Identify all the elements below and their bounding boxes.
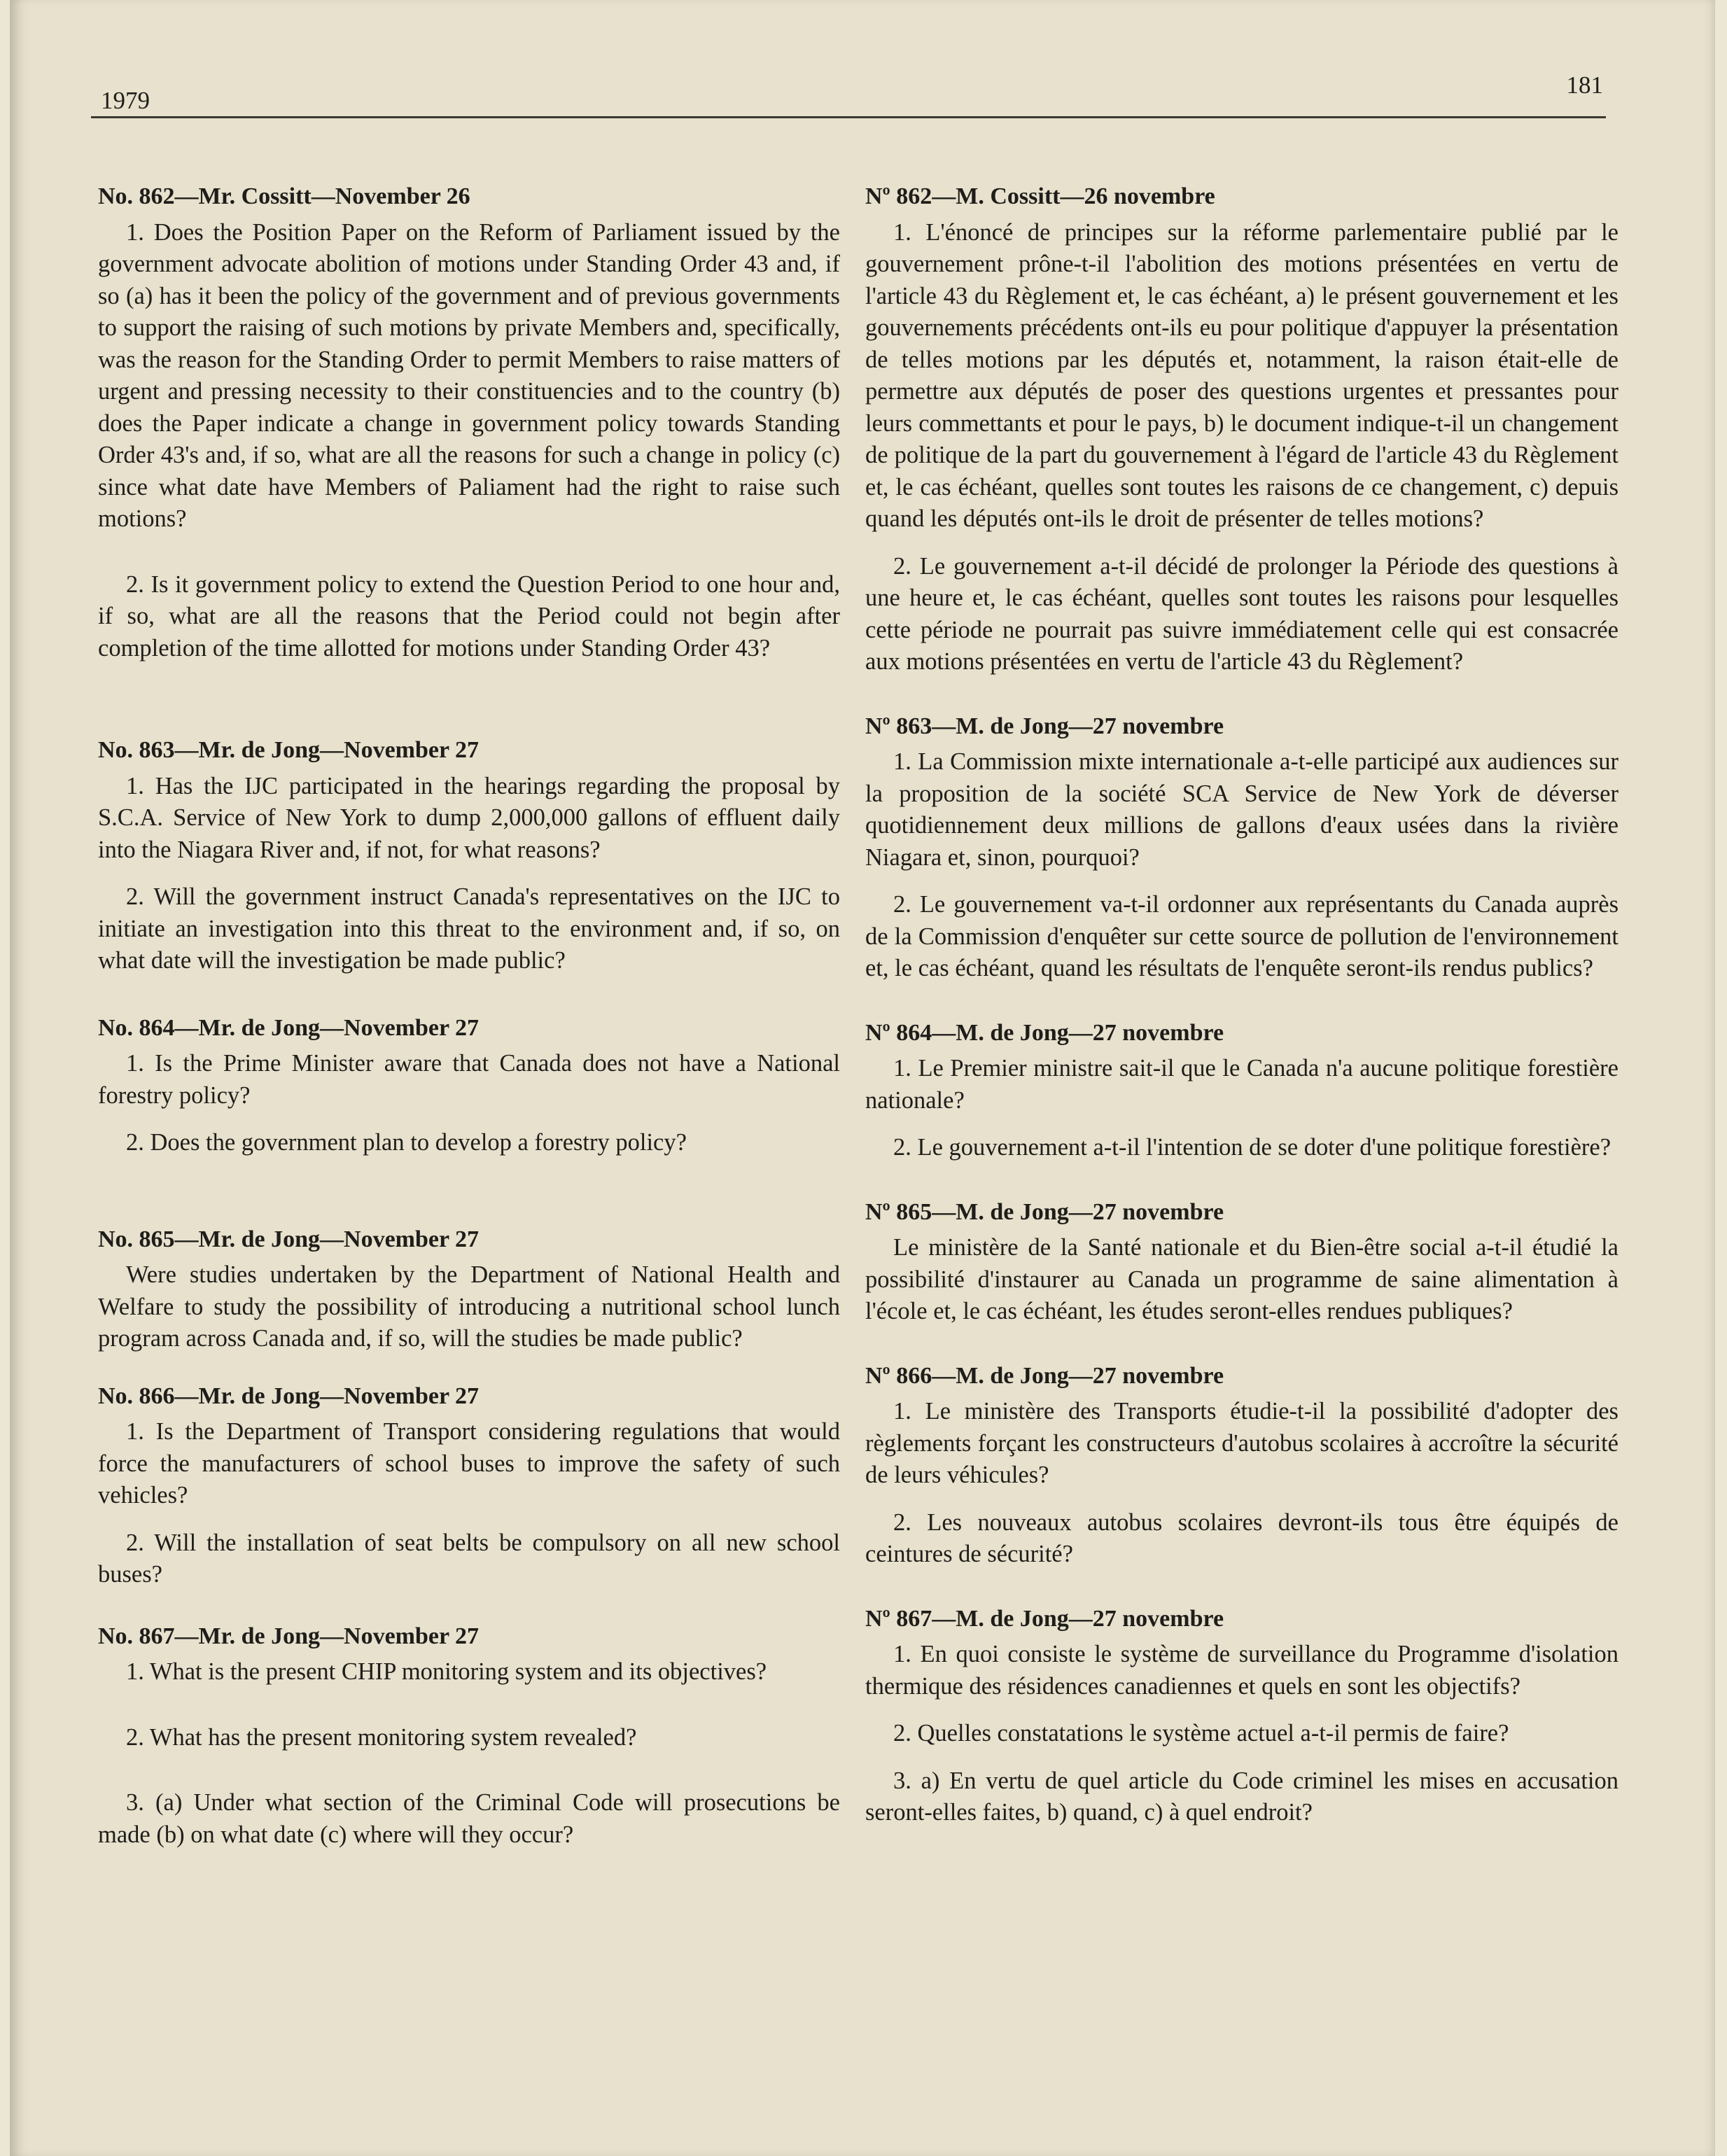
question-paragraph: 2. Is it government policy to extend the Question Period to one hour and, if so, what are all the reasons that the Period could not begin after completion of the time allotted for motions under Standing Order 43?	[98, 570, 840, 662]
question-title: Nº 866—M. de Jong—27 novembre	[865, 1362, 1224, 1389]
question-title: Nº 863—M. de Jong—27 novembre	[865, 713, 1224, 739]
question-paragraph: 1. Le Premier ministre sait-il que le Canada n'a aucune politique forestière nationale?	[865, 1055, 1618, 1114]
question-paragraph: 2. Le gouvernement va-t-il ordonner aux représentants du Canada auprès de la Commission d'enquêter sur cette source de pollution de l'environnement et, le cas échéant, quand les résultats de l'enquête seront-ils rendus publics?	[865, 891, 1618, 981]
question-paragraph: 2. Will the government instruct Canada's representatives on the IJC to initiate an investigation into this threat to the environment and, if so, on what date will the investigation be made public?	[98, 883, 840, 974]
question-862-fr	[865, 181, 1618, 678]
french-column	[865, 181, 1618, 1829]
question-paragraph: 1. Le ministère des Transports étudie-t-il la possibilité d'adopter des règlements forçant les constructeurs d'autobus scolaires à accroître la sécurité de leurs véhicules?	[865, 1398, 1618, 1488]
question-paragraph: Le ministère de la Santé nationale et du Bien-être social a-t-il étudié la possibilité d'instaurer au Canada un programme de saine alimentation à l'école et, le cas échéant, les études seront-elles rendues publiques?	[865, 1234, 1618, 1324]
question-paragraph: 2. Does the government plan to develop a forestry policy?	[126, 1129, 687, 1156]
question-title: Nº 867—M. de Jong—27 novembre	[865, 1605, 1224, 1632]
question-paragraph: 1. Is the Department of Transport considering regulations that would force the manufacturers of school buses to improve the safety of such vehicles?	[98, 1418, 840, 1508]
question-862-en	[98, 181, 840, 664]
question-paragraph: 1. Has the IJC participated in the hearings regarding the proposal by S.C.A. Service of New York to dump 2,000,000 gallons of effluent daily into the Niagara River and, if not, for what reasons?	[98, 772, 840, 863]
question-title: No. 865—Mr. de Jong—November 27	[98, 1226, 479, 1252]
question-866-en	[98, 1380, 840, 1591]
question-864-fr	[865, 1017, 1618, 1164]
question-title: No. 863—Mr. de Jong—November 27	[98, 737, 479, 763]
question-paragraph: 1. L'énoncé de principes sur la réforme parlementaire publié par le gouvernement prône-t-il l'abolition des motions présentées en vertu de l'article 43 du Règlement et, le cas échéant, a) le présent gouvernement et les gouvernements précédents ont-ils eu pour politique d'appuyer la présentation de telles motions par les députés et, notamment, la raison était-elle de permettre aux députés de poser des questions urgentes et pressantes pour leurs commettants et pour le pays, b) le document indique-t-il un changement de politique de la part du gouvernement à l'égard de l'article 43 du Règlement et, le cas échéant, quelles sont toutes les raisons de ce changement, c) depuis quand les députés ont-ils le droit de présenter de telles motions?	[865, 218, 1618, 532]
question-paragraph: 1. En quoi consiste le système de surveillance du Programme d'isolation thermique des résidences canadiennes et quels en sont les objectifs?	[865, 1641, 1618, 1700]
question-paragraph: 2. What has the present monitoring system revealed?	[126, 1723, 637, 1751]
question-paragraph: 1. What is the present CHIP monitoring system and its objectives?	[126, 1658, 767, 1685]
question-paragraph: 1. Is the Prime Minister aware that Canada does not have a National forestry policy?	[98, 1050, 840, 1109]
question-863-fr	[865, 710, 1618, 985]
question-paragraph: Were studies undertaken by the Department of National Health and Welfare to study the possibility of introducing a nutritional school lunch program across Canada and, if so, will the studies be made public?	[98, 1261, 840, 1352]
question-paragraph: 2. Le gouvernement a-t-il décidé de prolonger la Période des questions à une heure et, le cas échéant, quelles sont toutes les raisons pour lesquelles cette période ne pourrait pas suivre immédiatement celle qui est consacrée aux motions présentées en vertu de l'article 43 du Règlement?	[865, 552, 1618, 675]
question-paragraph: 1. Does the Position Paper on the Reform of Parliament issued by the government advocate abolition of motions under Standing Order 43 and, if so (a) has it been the policy of the government and of previous governments to support the raising of such motions by private Members and, specifically, was the reason for the Standing Order to permit Members to raise matters of urgent and pressing necessity to their constituencies and to the country (b) does the Paper indicate a change in government policy towards Standing Order 43's and, if so, what are all the reasons for such a change in policy (c) since what date have Members of Paliament had the right to raise such motions?	[98, 218, 840, 532]
question-863-en	[98, 734, 840, 977]
question-paragraph: 3. a) En vertu de quel article du Code criminel les mises en accusation seront-elles faites, b) quand, c) à quel endroit?	[865, 1767, 1618, 1826]
question-paragraph: 2. Will the installation of seat belts be compulsory on all new school buses?	[98, 1529, 840, 1588]
question-title: No. 866—Mr. de Jong—November 27	[98, 1382, 479, 1409]
question-865-fr	[865, 1196, 1618, 1328]
header-page-number: 181	[1566, 71, 1603, 99]
question-title: Nº 865—M. de Jong—27 novembre	[865, 1198, 1224, 1225]
question-paragraph: 2. Les nouveaux autobus scolaires devront-ils tous être équipés de ceintures de sécurité?	[865, 1508, 1618, 1567]
question-title: Nº 864—M. de Jong—27 novembre	[865, 1019, 1224, 1046]
question-864-en	[98, 1012, 840, 1159]
page	[10, 0, 1715, 2156]
question-title: No. 862—Mr. Cossitt—November 26	[98, 183, 470, 209]
question-867-fr	[865, 1603, 1618, 1829]
question-867-en	[98, 1620, 840, 1851]
page-header	[91, 67, 1606, 118]
question-paragraph: 1. La Commission mixte internationale a-t-elle participé aux audiences sur la proposition de la société SCA Service de New York de déverser quotidiennement deux millions de gallons d'eaux usées dans la rivière Niagara et, sinon, pourquoi?	[865, 748, 1618, 871]
question-866-fr	[865, 1360, 1618, 1571]
question-paragraph: 3. (a) Under what section of the Criminal Code will prosecutions be made (b) on what date (c) where will they occur?	[98, 1789, 840, 1848]
question-865-en	[98, 1224, 840, 1355]
question-title: Nº 862—M. Cossitt—26 novembre	[865, 183, 1215, 209]
header-year: 1979	[101, 87, 150, 114]
question-paragraph: 2. Le gouvernement a-t-il l'intention de se doter d'une politique forestière?	[893, 1134, 1611, 1161]
question-title: No. 864—Mr. de Jong—November 27	[98, 1014, 479, 1041]
question-title: No. 867—Mr. de Jong—November 27	[98, 1623, 479, 1649]
english-column	[98, 181, 840, 1851]
question-paragraph: 2. Quelles constatations le système actuel a-t-il permis de faire?	[893, 1720, 1509, 1746]
